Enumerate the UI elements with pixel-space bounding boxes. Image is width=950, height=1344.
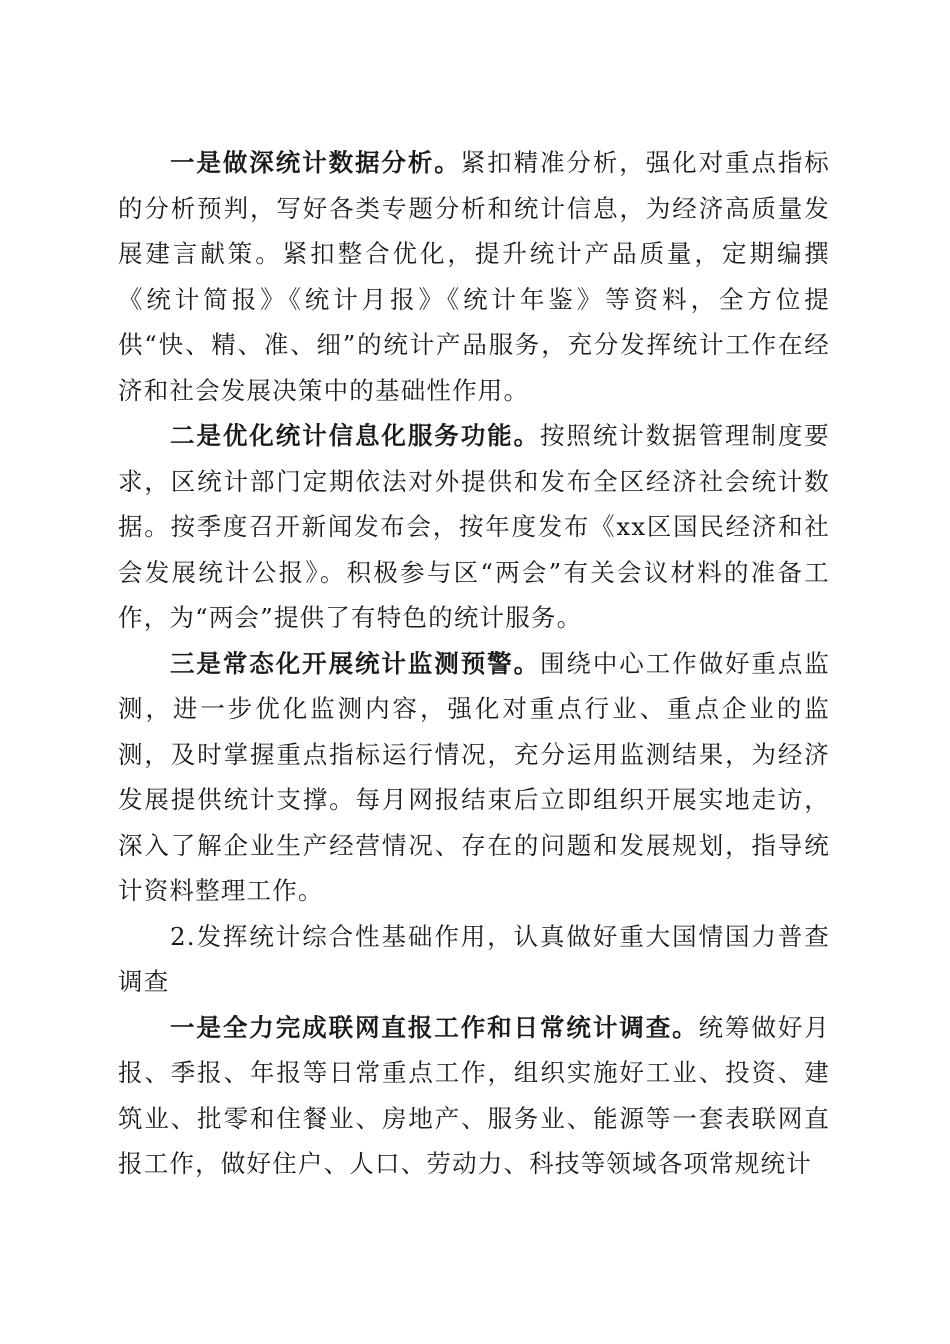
- paragraph-text: 2.发挥统计综合性基础作用，认真做好重大国情国力普查调查: [118, 921, 830, 996]
- paragraph-text: 围绕中心工作做好重点监测，进一步优化监测内容，强化对重点行业、重点企业的监测，及时掌握重点指标运行情况，充分运用监测结果，为经济发展提供统计支撑。每月网报结束后立即组织开展实地走访，深入了解企业生产经营情况、存在的问题和发展规划，指导统计资料整理工作。: [118, 648, 830, 905]
- document-body: [118, 140, 830, 1187]
- paragraph-text: 按照统计数据管理制度要求，区统计部门定期依法对外提供和发布全区经济社会统计数据。按季度召开新闻发布会，按年度发布《xx区国民经济和社会发展统计公报》。积极参与区“两会”有关会议材料的准备工作，为“两会”提供了有特色的统计服务。: [118, 421, 830, 632]
- paragraph-data-analysis: [118, 140, 830, 413]
- paragraph-text: 紧扣精准分析，强化对重点指标的分析预判，写好各类专题分析和统计信息，为经济高质量发展建言献策。紧扣整合优化，提升统计产品质量，定期编撰《统计简报》《统计月报》《统计年鉴》等资料，全方位提供“快、精、准、细”的统计产品服务，充分发挥统计工作在经济和社会发展决策中的基础性作用。: [118, 148, 830, 405]
- paragraph-lead: 三是常态化开展统计监测预警。: [170, 648, 540, 678]
- paragraph-text: 统筹做好月报、季报、年报等日常重点工作，组织实施好工业、投资、建筑业、批零和住餐业、房地产、服务业、能源等一套表联网直报工作，做好住户、人口、劳动力、科技等领域各项常规统计: [118, 1012, 831, 1178]
- paragraph-lead: 二是优化统计信息化服务功能。: [170, 421, 540, 450]
- paragraph-direct-reporting: [118, 1005, 830, 1187]
- paragraph-monitoring: [118, 641, 830, 914]
- section-heading: [118, 914, 830, 1005]
- paragraph-lead: 一是全力完成联网直报工作和日常统计调查。: [170, 1012, 699, 1042]
- paragraph-information-service: [118, 413, 830, 641]
- paragraph-lead: 一是做深统计数据分析。: [170, 148, 461, 177]
